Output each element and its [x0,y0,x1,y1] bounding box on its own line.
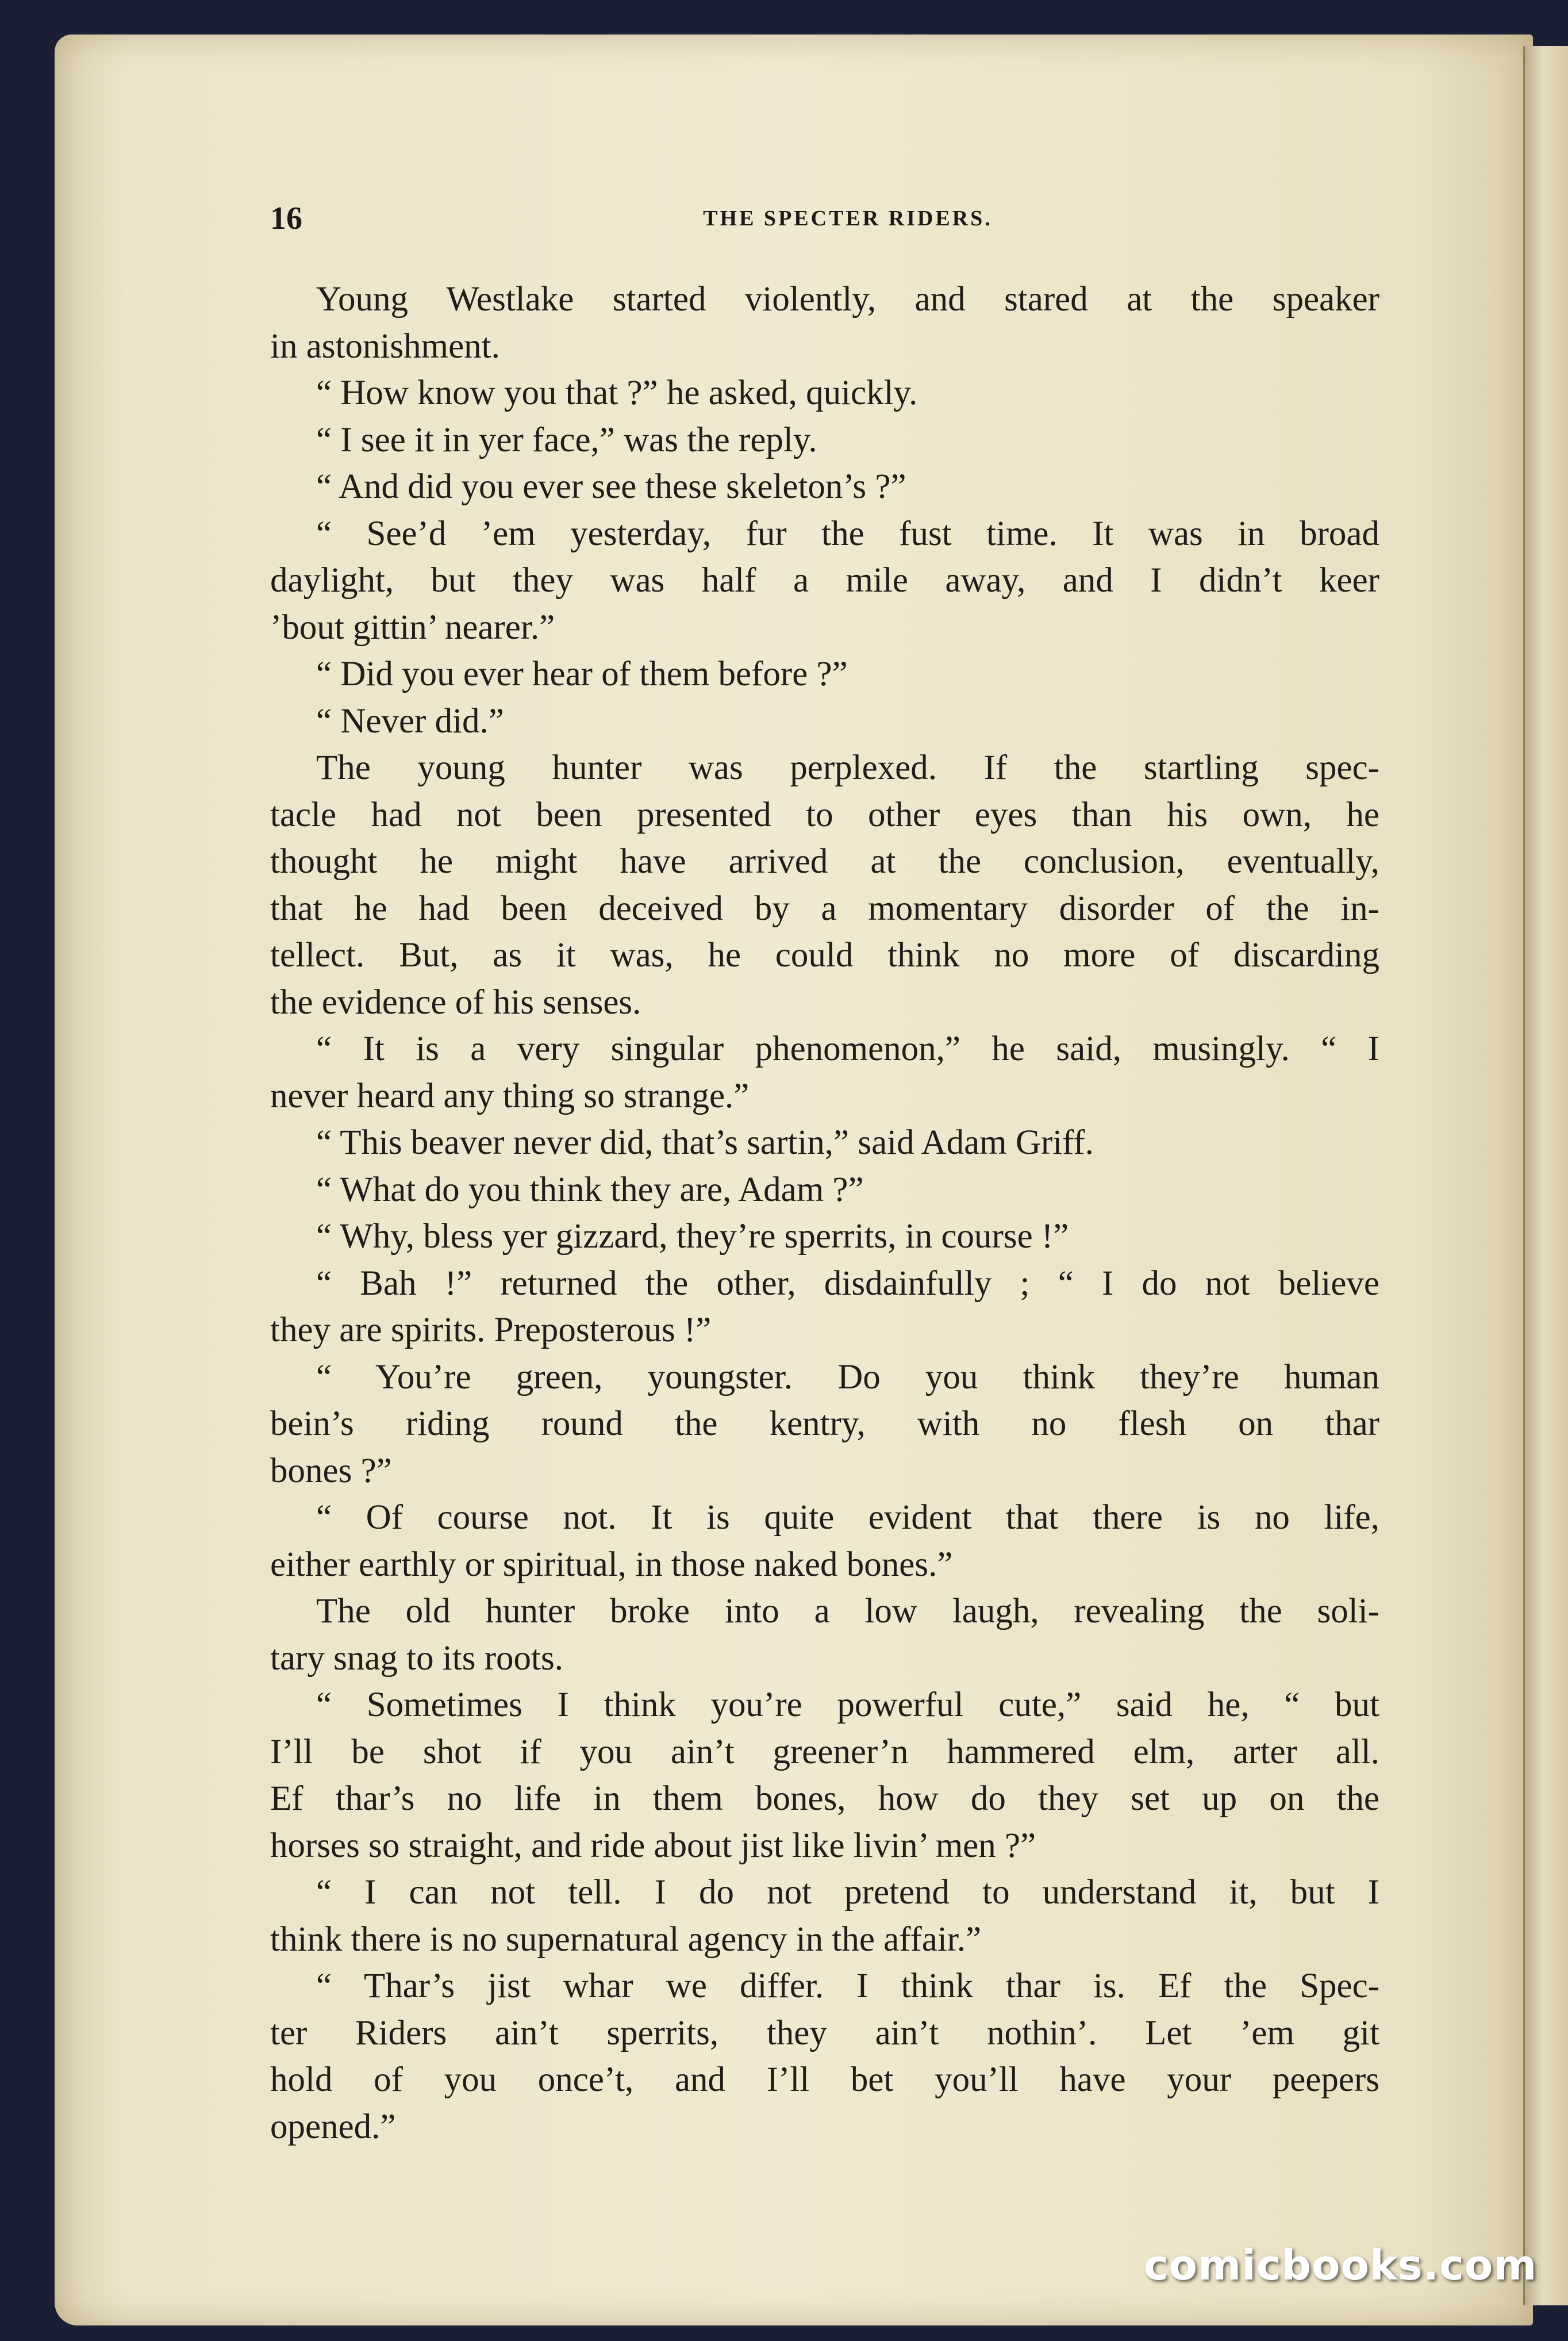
text-line: “ You’re green, youngster. Do you think they’re human [316,1357,1379,1396]
text-line: tacle had not been presented to other eyes than his own, he [270,795,1379,834]
text-line: “ How know you that ?” he asked, quickly. [316,374,918,412]
text-line: bones ?” [270,1451,392,1490]
page-number: 16 [270,201,302,236]
text-line: “ Why, bless yer gizzard, they’re sperrits, in course !” [316,1217,1069,1256]
text-line: “ What do you think they are, Adam ?” [316,1170,864,1209]
text-line: in astonishment. [270,327,500,366]
page-header [270,195,1425,241]
text-line: opened.” [270,2107,396,2146]
text-line: ter Riders ain’t sperrits, they ain’t nothin’. Let ’em git [270,2013,1379,2052]
text-line: thought he might have arrived at the conclusion, eventually, [270,842,1379,881]
text-line: horses so straight, and ride about jist like livin’ men ?” [270,1826,1036,1865]
text-line: never heard any thing so strange.” [270,1076,750,1115]
text-line: the evidence of his senses. [270,983,641,1022]
text-line: “ And did you ever see these skeleton’s ?” [316,467,906,506]
text-line: either earthly or spiritual, in those naked bones.” [270,1545,953,1584]
text-line: ’bout gittin’ nearer.” [270,608,555,647]
text-line: “ Bah !” returned the other, disdainfully ; “ I do not believe [316,1264,1379,1303]
text-line: “ This beaver never did, that’s sartin,” said Adam Griff. [316,1123,1094,1162]
watermark[interactable]: comicbooks.com [1144,2241,1538,2289]
text-line: The young hunter was perplexed. If the startling spec- [316,749,1379,787]
text-line: The old hunter broke into a low laugh, revealing the soli- [316,1592,1379,1630]
text-line: daylight, but they was half a mile away, and I didn’t keer [270,561,1379,600]
text-line: they are spirits. Preposterous !” [270,1311,712,1349]
text-line: “ Of course not. It is quite evident that there is no life, [316,1498,1379,1537]
text-line: I’ll be shot if you ain’t greener’n hammered elm, arter all. [270,1732,1379,1771]
text-line: tary snag to its roots. [270,1638,563,1678]
running-head: THE SPECTER RIDERS. [703,206,993,231]
text-line: hold of you once’t, and I’ll bet you’ll have your peepers [270,2060,1379,2099]
text-line: “ It is a very singular phenomenon,” he said, musingly. “ I [316,1030,1379,1068]
text-line: “ I can not tell. I do not pretend to understand it, but I [316,1873,1379,1912]
text-line: “ Never did.” [316,701,504,740]
text-line: tellect. But, as it was, he could think no more of discarding [270,936,1379,974]
facing-page-edge [1523,46,1568,2305]
text-line: Ef thar’s no life in them bones, how do they set up on the [270,1779,1379,1818]
text-line: bein’s riding round the kentry, with no flesh on thar [270,1404,1379,1443]
body-text [270,276,1379,2150]
text-line: “ Sometimes I think you’re powerful cute,” said he, “ but [316,1686,1379,1724]
text-line: think there is no supernatural agency in the affair.” [270,1920,982,1959]
text-line: “ Did you ever hear of them before ?” [316,655,848,693]
text-line: “ I see it in yer face,” was the reply. [316,420,817,459]
text-line: “ See’d ’em yesterday, fur the fust time. It was in broad [316,514,1379,553]
text-line: that he had been deceived by a momentary disorder of the in- [270,889,1379,928]
text-line: “ Thar’s jist whar we differ. I think thar is. Ef the Spec- [316,1967,1379,2005]
text-line: Young Westlake started violently, and stared at the speaker [316,280,1379,318]
